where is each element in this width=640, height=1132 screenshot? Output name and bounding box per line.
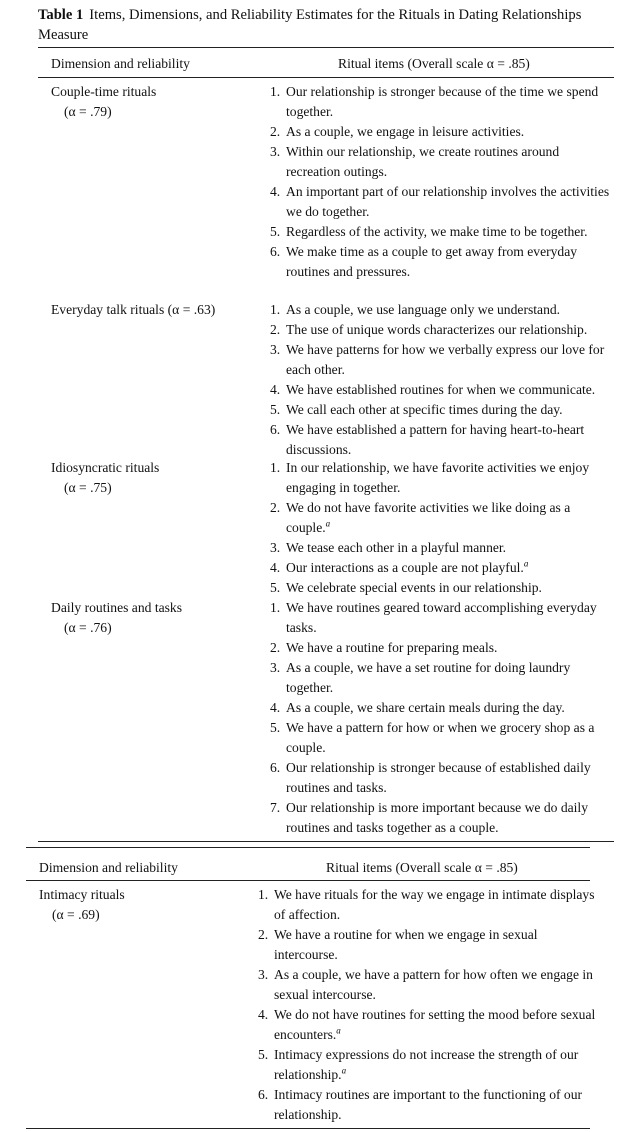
dimension-alpha: (α = .75) — [64, 480, 112, 495]
item-text: We tease each other in a playful manner. — [286, 540, 507, 555]
item-text: In our relationship, we have favorite activities we enjoy engaging in together. — [286, 460, 590, 495]
item-number: 5. — [270, 402, 281, 417]
ritual-item — [270, 798, 610, 838]
ritual-item-list — [270, 300, 610, 460]
item-number: 2. — [270, 124, 281, 139]
ritual-item — [270, 420, 610, 460]
item-number: 3. — [270, 540, 281, 555]
ritual-item — [270, 458, 610, 498]
top-rule — [38, 47, 614, 48]
dimension-name: Daily routines and tasks — [51, 600, 183, 615]
ritual-item — [270, 698, 610, 718]
item-text: We have patterns for how we verbally express our love for each other. — [286, 342, 605, 377]
dimension-name: Couple-time rituals — [51, 84, 157, 99]
item-text: Intimacy expressions do not increase the strength of our relationship. — [274, 1047, 579, 1082]
table-title: Items, Dimensions, and Reliability Estimates for the Rituals in Dating Relationships Measure — [38, 7, 582, 43]
item-number: 4. — [258, 1007, 269, 1022]
item-number: 4. — [270, 700, 281, 715]
ritual-item — [270, 182, 610, 222]
item-text: Our relationship is stronger because of the time we spend together. — [286, 84, 599, 119]
ritual-item — [258, 925, 598, 965]
item-text: We celebrate special events in our relationship. — [286, 580, 542, 595]
item-text: The use of unique words characterizes our relationship. — [286, 322, 588, 337]
item-text: As a couple, we have a pattern for how often we engage in sexual intercourse. — [274, 967, 593, 1002]
item-text: Our interactions as a couple are not playful. — [286, 560, 524, 575]
item-number: 3. — [270, 144, 281, 159]
item-number: 1. — [270, 600, 281, 615]
item-number: 4. — [270, 560, 281, 575]
ritual-item — [258, 1005, 598, 1045]
item-number: 2. — [270, 322, 281, 337]
ritual-item — [270, 598, 610, 638]
dimension-label — [51, 300, 261, 320]
col-header-items-part-2: Ritual items (Overall scale α = .85) — [326, 860, 518, 875]
item-text: As a couple, we use language only we understand. — [286, 302, 561, 317]
item-text: As a couple, we have a set routine for doing laundry together. — [286, 660, 571, 695]
item-text: We call each other at specific times during the day. — [286, 402, 563, 417]
item-number: 2. — [270, 500, 281, 515]
item-number: 1. — [270, 84, 281, 99]
item-text: We have established a pattern for having heart-to-heart discussions. — [286, 422, 585, 457]
footnote-marker: a — [325, 518, 331, 529]
ritual-item-list — [270, 458, 610, 598]
item-text: We have a pattern for how or when we grocery shop as a couple. — [286, 720, 595, 755]
item-text: We make time as a couple to get away from everyday routines and pressures. — [286, 244, 578, 279]
ritual-item — [270, 638, 610, 658]
item-text: Our relationship is more important because we do daily routines and tasks together as a couple. — [286, 800, 589, 835]
ritual-item — [270, 658, 610, 698]
col-header-dimension-part-2: Dimension and reliability — [39, 860, 178, 875]
item-text: An important part of our relationship involves the activities we do together. — [286, 184, 610, 219]
footnote-marker: a — [336, 1025, 341, 1036]
item-text: We do not have favorite activities we like doing as a couple. — [286, 500, 571, 535]
table-label: Table 1 — [38, 7, 84, 23]
ritual-item — [258, 1085, 598, 1125]
item-number: 1. — [270, 460, 281, 475]
dimension-alpha: (α = .76) — [64, 620, 112, 635]
item-text: Our relationship is stronger because of established daily routines and tasks. — [286, 760, 591, 795]
dimension-alpha: (α = .63) — [167, 302, 216, 317]
ritual-item — [270, 558, 610, 578]
ritual-item — [270, 758, 610, 798]
item-number: 6. — [270, 422, 281, 437]
dimension-name: Idiosyncratic rituals — [51, 460, 160, 475]
item-number: 3. — [270, 660, 281, 675]
item-number: 1. — [258, 887, 269, 902]
ritual-item — [270, 122, 610, 142]
footnote-marker: a — [523, 558, 529, 569]
dimension-label — [51, 458, 261, 498]
col-header-items: Ritual items (Overall scale α = .85) — [338, 56, 530, 71]
item-number: 2. — [258, 927, 269, 942]
header-rule — [38, 77, 614, 78]
dimension-name: Everyday talk rituals — [51, 302, 165, 317]
ritual-item — [258, 1045, 598, 1085]
ritual-item — [270, 242, 610, 282]
item-number: 4. — [270, 382, 281, 397]
item-number: 1. — [270, 302, 281, 317]
bottom-rule-part-1 — [38, 841, 614, 842]
table-caption — [38, 5, 613, 45]
ritual-item — [270, 300, 610, 320]
item-number: 5. — [270, 224, 281, 239]
ritual-item — [270, 400, 610, 420]
ritual-item — [270, 142, 610, 182]
item-number: 6. — [270, 760, 281, 775]
col-header-dimension: Dimension and reliability — [51, 56, 190, 71]
ritual-item — [270, 340, 610, 380]
item-number: 6. — [270, 244, 281, 259]
item-number: 3. — [258, 967, 269, 982]
dimension-label — [51, 82, 261, 122]
ritual-item — [270, 498, 610, 538]
ritual-item — [270, 578, 610, 598]
item-text: As a couple, we share certain meals during the day. — [286, 700, 565, 715]
dimension-label — [51, 598, 261, 638]
item-text: We have routines geared toward accomplishing everyday tasks. — [286, 600, 597, 635]
dimension-label — [39, 885, 239, 925]
ritual-item — [270, 222, 610, 242]
ritual-item-list — [270, 82, 610, 282]
dimension-alpha: (α = .69) — [52, 907, 100, 922]
dimension-name: Intimacy rituals — [39, 887, 125, 902]
ritual-item-list — [270, 598, 610, 838]
bottom-rule-part-2 — [26, 1128, 590, 1129]
item-number: 5. — [258, 1047, 269, 1062]
ritual-item — [258, 965, 598, 1005]
item-number: 2. — [270, 640, 281, 655]
item-number: 4. — [270, 184, 281, 199]
ritual-item-list — [258, 885, 598, 1125]
item-text: We have a routine for preparing meals. — [286, 640, 498, 655]
item-number: 5. — [270, 720, 281, 735]
item-number: 7. — [270, 800, 281, 815]
ritual-item — [270, 320, 610, 340]
ritual-item — [270, 538, 610, 558]
top-rule-part-2 — [26, 847, 590, 848]
ritual-item — [270, 718, 610, 758]
dimension-alpha: (α = .79) — [64, 104, 112, 119]
item-text: Regardless of the activity, we make time to be together. — [286, 224, 588, 239]
item-text: We have established routines for when we communicate. — [286, 382, 596, 397]
item-text: As a couple, we engage in leisure activities. — [286, 124, 525, 139]
ritual-item — [258, 885, 598, 925]
item-text: We do not have routines for setting the mood before sexual encounters. — [274, 1007, 596, 1042]
header-rule-part-2 — [26, 880, 590, 881]
item-number: 5. — [270, 580, 281, 595]
item-number: 3. — [270, 342, 281, 357]
item-text: Intimacy routines are important to the functioning of our relationship. — [274, 1087, 583, 1122]
item-text: We have a routine for when we engage in sexual intercourse. — [274, 927, 538, 962]
item-number: 6. — [258, 1087, 269, 1102]
ritual-item — [270, 82, 610, 122]
ritual-item — [270, 380, 610, 400]
item-text: Within our relationship, we create routines around recreation outings. — [286, 144, 560, 179]
item-text: We have rituals for the way we engage in intimate displays of affection. — [274, 887, 595, 922]
footnote-marker: a — [341, 1065, 347, 1076]
